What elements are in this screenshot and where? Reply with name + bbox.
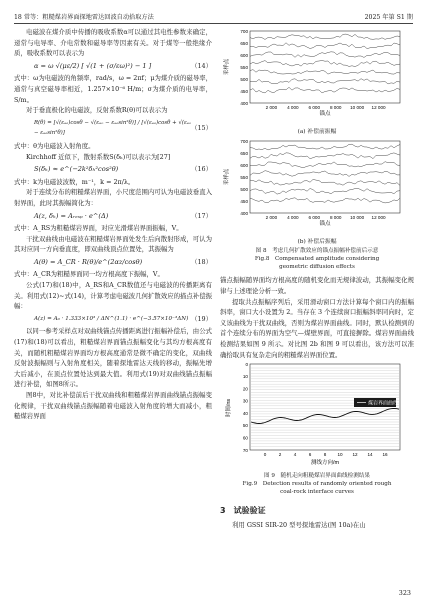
x-tick-label: 8 000 — [329, 215, 342, 221]
right-column — [220, 27, 414, 531]
fig9-caption-en: Fig.9 Detection results of randomly oriented rough — [242, 480, 392, 487]
fig8b-xlabel: 锚点 — [319, 221, 331, 228]
fig9-legend — [354, 398, 398, 407]
x-tick-label: 6 — [308, 452, 312, 458]
y-tick-label: 400 — [240, 210, 248, 216]
y-tick-label: 70 — [242, 447, 248, 453]
y-tick-label: 20 — [242, 386, 248, 392]
equation-19: A(z) = A₀ · 1.333×10³ / ΔN^(1.1) · e^(−3.57×10⁻³ΔN) （19） — [34, 314, 212, 323]
equation-18: A(θ) = A_CR · R(θ)/e^(2αz/cosθ) （18） — [34, 257, 212, 266]
x-tick-label: 4 — [293, 452, 297, 458]
y-tick-label: 40 — [242, 411, 248, 417]
paragraph: 锚点振幅随界面均方根高度的随机变化而无规律波动，其振幅变化规律与上述理论分析一致。 — [220, 276, 414, 295]
x-tick-label: 2 — [278, 452, 282, 458]
amplitude-trace — [250, 153, 400, 159]
y-tick-label: 500 — [240, 76, 248, 82]
header-right: 2025 年第 S1 期 — [364, 14, 413, 21]
x-tick-label: 6 000 — [308, 215, 321, 221]
paragraph: 图8中，对比补偿前后干扰双曲线和粗糙煤岩界面曲线锚点振幅变化规律，干扰双曲线锚点振幅随着电磁波入射角度的增大而减小，粗糙煤岩界面 — [14, 391, 212, 421]
fig8a-caption: (a) 补偿前振幅 — [297, 128, 337, 135]
x-tick-label: 2 000 — [265, 105, 278, 110]
fig8a-curves — [250, 34, 400, 93]
y-tick-label: 0 — [245, 361, 248, 367]
x-tick-label: 10 000 — [350, 215, 365, 221]
amplitude-trace — [250, 52, 400, 58]
equation-15: R(θ) = [√(εₑₐ)cosθ − √(εₑₒ − εₑₐsin²θ)] / [√(εₑₐ)cosθ + √(εₑₒ − εₑₐsin²θ)] （15） — [34, 119, 212, 137]
fig9-xlabel: 测线方向/m — [310, 460, 340, 467]
paragraph: 式中：k为电磁波波数，m⁻¹，k = 2π/λ。 — [14, 177, 135, 186]
amplitude-trace — [250, 43, 400, 49]
y-tick-label: 550 — [240, 64, 248, 70]
fig8b-curves — [250, 144, 400, 203]
paragraph: 电磁波在煤介质中传播的吸收系数α可以通过其电性参数来确定，递常与电导率、介电常数和磁导率等因素有关。对于煤等一般绝缘介质，吸收系数可以表示为 — [14, 28, 212, 58]
paragraph: 提取共点振幅序列后，采用滑动窗口方法计算每个窗口内的振幅斜率，窗口大小设置为 2。当存在 3 个连续窗口振幅斜率同向时，定义该曲线为干扰双曲线，否则为煤岩界面曲线。同时，默认检测到的首个连续分布的界面为空气—煤壁界面，可直接摒除。煤岩界面曲线检测结果如图 9 所示。对比图 2b 和图 9 可以看出，该方法可以准确拾取具有复杂走向的粗糙煤岩界面位置。 — [220, 297, 414, 359]
x-tick-label: 8 000 — [329, 105, 342, 110]
paragraph: 对于连续分布的粗糙煤岩界面，小尺度范围内可认为电磁波垂直入射界面，此时其振幅简化为： — [14, 188, 212, 207]
amplitude-trace — [250, 162, 400, 168]
x-tick-label: 10 — [337, 452, 343, 458]
paragraph: 干扰双曲线由电磁波在粗糙煤岩界面处发生后向散射形成，可认为其对应同一方向垂直度，即双曲线顶点位置处，其振幅为 — [14, 234, 212, 254]
running-header — [14, 9, 413, 24]
paragraph: 式中：A_RS为粗糙煤岩界面，对应光滑煤岩界面振幅，V。 — [14, 224, 183, 233]
y-tick-label: 550 — [240, 174, 248, 180]
amplitude-trace — [250, 171, 400, 177]
amplitude-trace — [250, 34, 400, 39]
y-tick-label: 700 — [240, 28, 248, 34]
amplitude-trace — [250, 144, 400, 150]
figure-9 — [220, 360, 414, 468]
header-left: 18 常等：粗糙煤岩界面探地雷达回波自动拾取方法 — [14, 14, 154, 21]
equation-16: S(δₕ) ≈ e^(−2k²δₕ²cos²θ) （16） — [34, 165, 212, 174]
amplitude-trace — [250, 87, 400, 93]
amplitude-trace — [250, 79, 400, 84]
fig8-caption-cn: 图 8 考虑几何扩散效应的锚点振幅补偿前后示意 — [255, 248, 379, 255]
paragraph: 式中：A_CR为粗糙界面同一均方根高度下振幅，V。 — [14, 270, 164, 279]
y-tick-label: 600 — [240, 162, 248, 168]
paragraph: 式中：ω为电磁波的角频率，rad/s，ω = 2πf；μ为煤介质的磁导率，通常与真空磁导率相近，1.257×10⁻⁶ H/m；σ为煤介质的电导率，S/m。 — [14, 74, 212, 104]
x-tick-label: 6 000 — [308, 105, 321, 110]
x-tick-label: 12 000 — [371, 105, 386, 110]
x-tick-label: 12 — [352, 452, 358, 458]
y-tick-label: 450 — [240, 198, 248, 204]
x-tick-label: 10 000 — [350, 105, 365, 110]
section-heading: 3 试验验证 — [220, 505, 266, 515]
x-tick-label: 12 000 — [371, 215, 386, 221]
amplitude-trace — [250, 61, 400, 67]
fig9-legend-label: 煤岩界面曲线 — [368, 400, 399, 407]
y-tick-label: 500 — [240, 186, 248, 192]
fig8b-ylabel: 采样点 — [224, 168, 230, 186]
y-tick-label: 600 — [240, 52, 248, 58]
x-tick-label: 16 — [382, 452, 388, 458]
y-tick-label: 60 — [242, 435, 248, 441]
y-tick-label: 650 — [240, 150, 248, 156]
y-tick-label: 50 — [242, 423, 248, 429]
y-tick-label: 450 — [240, 88, 248, 94]
amplitude-trace — [250, 188, 400, 194]
fig8a-ylabel: 采样点 — [224, 58, 230, 76]
fig8-caption-en: Fig.8 Compensated amplitude considering — [254, 256, 380, 263]
fig9-curves — [251, 368, 399, 446]
y-tick-label: 30 — [242, 398, 248, 404]
coal-rock-interface-curve — [251, 409, 399, 424]
fig8b-caption: (b) 补偿后振幅 — [297, 238, 337, 245]
y-tick-label: 650 — [240, 40, 248, 46]
x-tick-label: 0 — [263, 452, 267, 458]
x-tick-label: 4 000 — [287, 215, 299, 221]
paragraph: Kirchhoff 近似下，散射系数S(δₕ)可以表示为[27] — [26, 152, 171, 161]
figure-8b — [220, 137, 414, 233]
fig9-caption-en2: coal-rock interface curves — [280, 488, 354, 495]
x-tick-label: 4 000 — [287, 105, 299, 110]
fig8-caption-en2: geometric diffusion effects — [279, 264, 355, 271]
fig8a-xlabel: 锚点 — [319, 111, 331, 117]
figure-8a — [220, 27, 414, 123]
y-tick-label: 10 — [242, 374, 248, 380]
x-tick-label: 8 — [323, 452, 327, 458]
paragraph: 公式(17)和(18)中，A_RS和A_CR数值还与电磁波的传播距离有关。利用式(12)~式(14)，计算考虑电磁波几何扩散效应的描点补偿振幅： — [14, 281, 212, 311]
paragraph: 利用 GSSI SIR-20 型号探地雷达(图 10a)在山 — [232, 521, 366, 530]
paragraph: 对于垂直极化的电磁波，反射系数R(θ)可以表示为 — [26, 106, 168, 115]
fig9-caption-cn: 图 9 随机走向粗糙煤岩界面曲线检测结果 — [263, 472, 371, 479]
x-tick-label: 2 000 — [265, 215, 278, 221]
y-tick-label: 400 — [240, 100, 248, 106]
equation-17: A(z, δₕ) = Aᵣₑₓₚ · e^(Δ) （17） — [34, 211, 212, 220]
paragraph: 以同一参考采样点对双曲线锚点传播距离进行振幅补偿后，由公式(17)和(18)可以看出，粗糙煤岩界面锚点振幅变化与其均方根高度有关，而随机粗糙煤岩界面均方根高度通常是微不确定的变化，双曲线反射波振幅则与入射角度相关，随着探地雷达天线的移动，振幅先增大后减小，在顶点位置处达到最大值。利用式(19)对双曲线锚点振幅进行补偿，如图8所示。 — [14, 327, 212, 389]
y-tick-label: 700 — [240, 138, 248, 144]
amplitude-trace — [250, 180, 400, 186]
amplitude-trace — [250, 70, 400, 75]
paragraph: 式中：θ为电磁波入射角度。 — [14, 141, 95, 150]
equation-14: α = ω √(με/2) [ √(1 + (σ/εω)²) − 1 ] （14） — [34, 61, 212, 70]
fig9-ylabel: 时间/ns — [226, 398, 232, 418]
amplitude-trace — [250, 198, 400, 203]
left-column — [14, 27, 212, 422]
page-number: 323 — [398, 589, 411, 597]
x-tick-label: 14 — [367, 452, 373, 458]
